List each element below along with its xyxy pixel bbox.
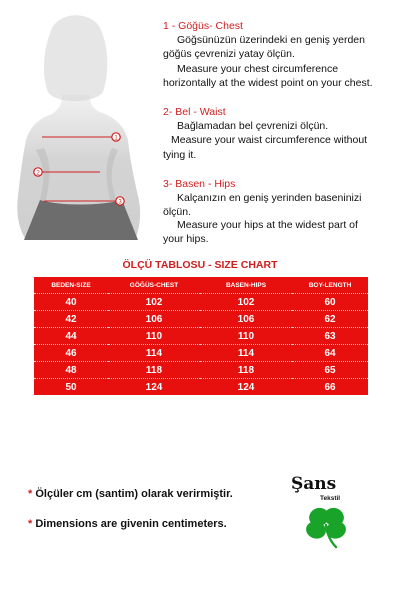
waist-instruction-line: Measure your waist circumference without: [171, 134, 368, 146]
waist-marker: [34, 168, 42, 177]
chest-marker: [112, 133, 120, 142]
header-chest: GÖĞÜS-CHEST: [108, 277, 200, 294]
cell-size: 46: [34, 345, 108, 362]
hips-instruction-line: Kalçanızın en geniş yerinden baseninizi: [177, 192, 362, 204]
chest-instruction-line: Measure your chest circumference: [177, 63, 339, 75]
waist-section-title: 2- Bel - Waist: [163, 106, 226, 118]
table-row: [34, 345, 368, 362]
chest-section-title: 1 - Göğüs- Chest: [163, 20, 243, 32]
size-chart-header-row: [34, 277, 368, 294]
cell-chest: 102: [108, 294, 200, 311]
cell-length: 64: [292, 345, 368, 362]
table-row: [34, 294, 368, 311]
cell-hips: 110: [200, 328, 292, 345]
table-row: [34, 379, 368, 396]
chest-instruction-line: göğüs çevrenizi yatay ölçün.: [163, 48, 295, 60]
size-chart-table: [34, 277, 368, 395]
hips-instruction-line: ölçün.: [163, 206, 192, 218]
hips-instruction-line: Measure your hips at the widest part of: [177, 219, 358, 231]
chest-instruction-line: Göğsünüzün üzerindeki en geniş yerden: [177, 34, 365, 46]
header-size: BEDEN-SIZE: [34, 277, 108, 294]
table-row: [34, 362, 368, 379]
header-hips: BASEN-HIPS: [200, 277, 292, 294]
cell-length: 63: [292, 328, 368, 345]
hips-marker: [116, 197, 124, 206]
hips-section-title: 3- Basen - Hips: [163, 178, 236, 190]
note-english: [28, 518, 227, 530]
cell-size: 42: [34, 311, 108, 328]
cell-hips: 106: [200, 311, 292, 328]
note-turkish-text: Ölçüler cm (santim) olarak verirmiştir.: [35, 488, 233, 500]
cell-length: 60: [292, 294, 368, 311]
svg-text:2: 2: [36, 170, 40, 177]
chest-instruction-line: horizontally at the widest point on your chest.: [163, 77, 373, 89]
asterisk-marker: *: [28, 518, 33, 530]
body-silhouette-illustration: [0, 0, 160, 245]
cell-chest: 110: [108, 328, 200, 345]
cell-size: 40: [34, 294, 108, 311]
cell-chest: 114: [108, 345, 200, 362]
table-row: [34, 328, 368, 345]
brand-subtitle: Tekstil: [320, 495, 341, 502]
brand-name: Şans: [291, 474, 337, 494]
asterisk-marker: *: [28, 488, 33, 500]
cell-size: 50: [65, 381, 77, 393]
cell-hips: 102: [200, 294, 292, 311]
cell-size: 44: [34, 328, 108, 345]
waist-instruction-line: Bağlamadan bel çevrenizi ölçün.: [177, 120, 329, 132]
cell-size: 48: [34, 362, 108, 379]
cell-hips: 124: [237, 381, 255, 393]
cell-hips: 118: [200, 362, 292, 379]
note-english-text: Dimensions are givenin centimeters.: [35, 518, 227, 530]
cell-length: 66: [324, 381, 336, 393]
svg-text:1: 1: [114, 135, 118, 142]
waist-instruction-line: tying it.: [163, 149, 197, 161]
cell-chest: 124: [145, 381, 163, 393]
cell-hips: 114: [200, 345, 292, 362]
size-chart-title: ÖLÇÜ TABLOSU - SIZE CHART: [122, 259, 278, 271]
cell-length: 62: [292, 311, 368, 328]
four-leaf-clover-icon: [300, 503, 352, 549]
cell-chest: 118: [108, 362, 200, 379]
cell-length: 65: [292, 362, 368, 379]
header-length: BOY-LENGTH: [292, 277, 368, 294]
hips-instruction-line: your hips.: [163, 233, 209, 245]
note-turkish: [28, 488, 233, 500]
cell-chest: 106: [108, 311, 200, 328]
table-row: [34, 311, 368, 328]
svg-text:3: 3: [118, 199, 122, 206]
